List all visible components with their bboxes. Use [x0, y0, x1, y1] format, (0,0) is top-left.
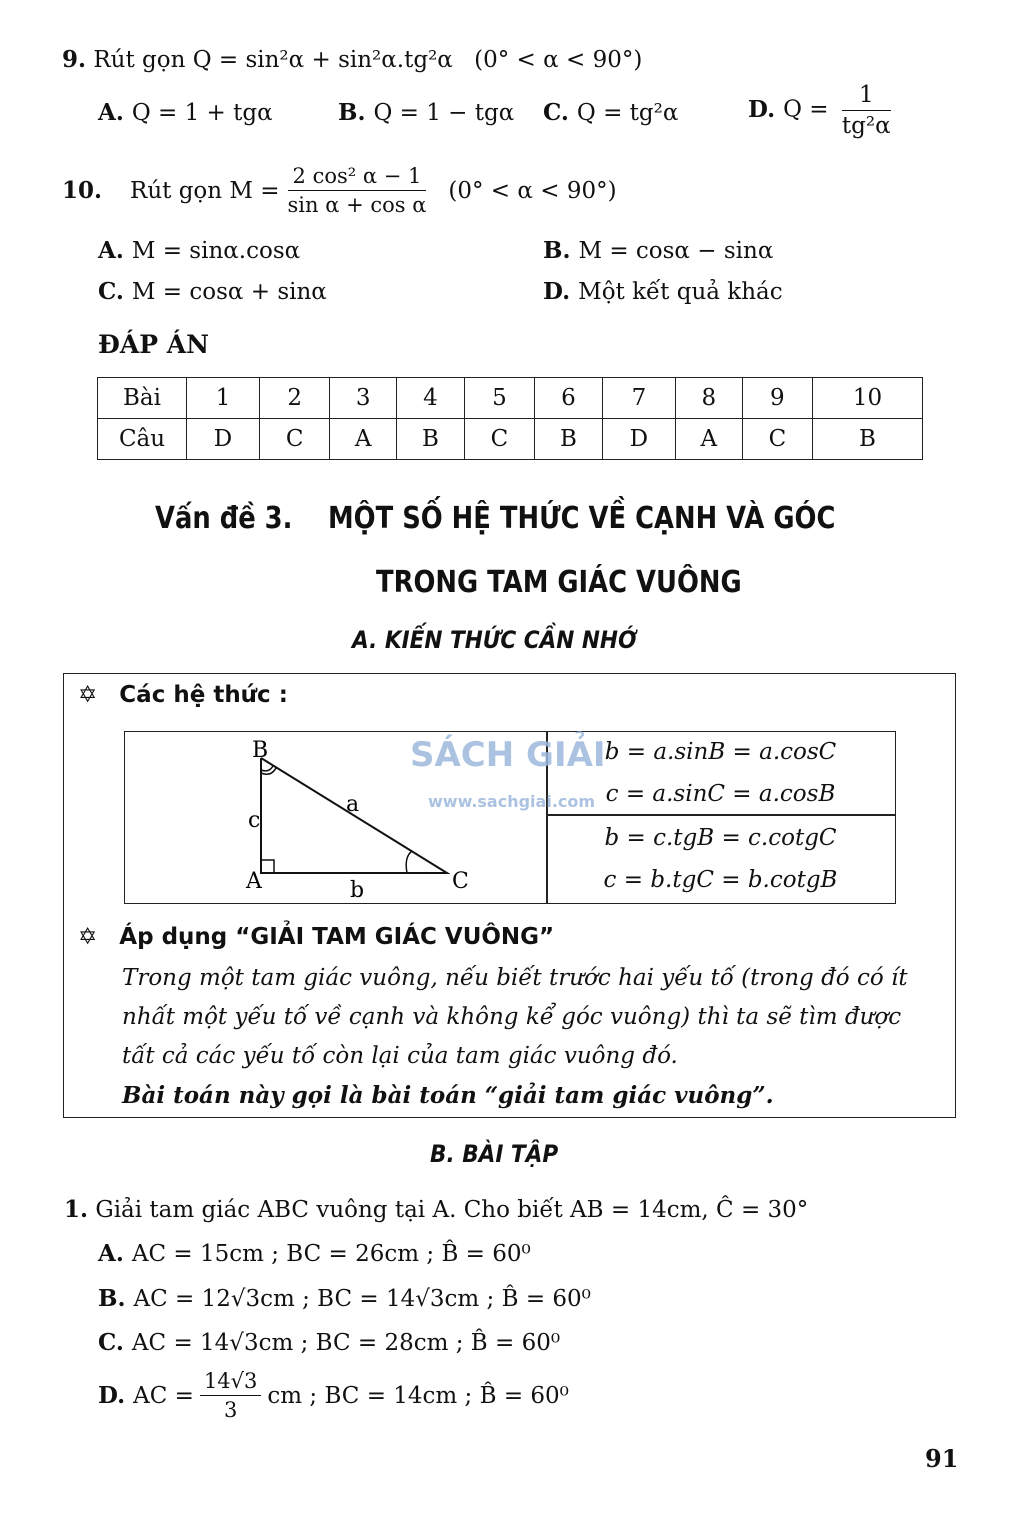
paragraph-line-1: Trong một tam giác vuông, nếu biết trước hai yếu tố (trong đó có ít — [122, 965, 908, 991]
q10-fraction — [288, 164, 427, 217]
vertex-a-label: A — [246, 869, 262, 894]
q9-option-b-text: Q = 1 − tgα — [373, 100, 515, 126]
ex1-option-a-label: A. — [98, 1240, 124, 1267]
q10-condition: (0° < α < 90°) — [448, 177, 617, 204]
part-b-title: B. BÀI TẬP — [430, 1140, 559, 1168]
q10-numerator: 2 cos² α − 1 — [288, 164, 427, 191]
ex1-option-d-label: D. — [98, 1382, 126, 1409]
q9-option-c — [543, 99, 678, 126]
formula-3: b = c.tgB = c.cotgC — [604, 825, 837, 851]
q9-option-b-label: B. — [338, 99, 366, 126]
answer-key-title: ĐÁP ÁN — [98, 330, 209, 359]
ex1-option-b-text: AC = 12√3cm ; BC = 14√3cm ; B̂ = 60⁰ — [133, 1286, 591, 1312]
bullet-apply-text: Áp dụng “GIẢI TAM GIÁC VUÔNG” — [119, 924, 555, 950]
q9-stem-line — [62, 46, 642, 73]
formula-2: c = a.sinC = a.cosB — [605, 781, 836, 807]
answer-key: C — [742, 419, 812, 460]
ex1-option-a-text: AC = 15cm ; BC = 26cm ; B̂ = 60⁰ — [131, 1241, 531, 1267]
ex1-option-c — [98, 1329, 560, 1356]
watermark-url: www.sachgiai.com — [428, 792, 596, 811]
star-bullet-icon: ✡ — [78, 924, 98, 950]
q10-option-b — [543, 237, 773, 264]
q10-option-a-label: A. — [98, 237, 124, 264]
answer-key: B — [535, 419, 603, 460]
answer-row-problems — [98, 378, 923, 419]
part-a-title: A. KIẾN THỨC CẦN NHỚ — [352, 626, 637, 654]
answer-key-table — [97, 377, 923, 460]
answer-problem: 10 — [812, 378, 922, 419]
ex1-option-d-suffix: cm ; BC = 14cm ; B̂ = 60⁰ — [267, 1382, 569, 1409]
answer-key: B — [397, 419, 465, 460]
q9-condition: (0° < α < 90°) — [474, 47, 643, 73]
q10-option-d-label: D. — [543, 278, 571, 305]
q9-option-d-prefix: Q = — [783, 96, 829, 123]
angle-c-arc — [406, 851, 412, 873]
side-c-label: c — [248, 808, 261, 833]
q9-number: 9. — [62, 46, 87, 73]
q10-option-c-label: C. — [98, 278, 124, 305]
answer-key: D — [187, 419, 260, 460]
q9-option-d-label: D. — [748, 95, 776, 123]
section-title-line1: MỘT SỐ HỆ THỨC VỀ CẠNH VÀ GÓC — [328, 501, 836, 536]
q10-option-b-label: B. — [543, 237, 571, 264]
answer-problem: 5 — [464, 378, 534, 419]
paragraph-line-2: nhất một yếu tố về cạnh và không kể góc vuông) thì ta sẽ tìm được — [122, 1004, 902, 1030]
q10-number: 10. — [62, 177, 103, 204]
knowledge-paragraph — [122, 959, 944, 1115]
q10-stem: Rút gọn M = — [130, 177, 280, 204]
ex1-option-d-numerator: 14√3 — [200, 1369, 261, 1396]
side-a-label: a — [346, 792, 360, 817]
ex1-option-d-prefix: AC = — [133, 1382, 194, 1409]
answer-problem: 1 — [187, 378, 260, 419]
side-b-label: b — [350, 878, 365, 903]
q9-option-a-label: A. — [98, 99, 124, 126]
q9-option-b — [338, 99, 514, 126]
answer-row-keys — [98, 419, 923, 460]
q10-option-a-text: M = sinα.cosα — [131, 238, 301, 264]
answer-problem: 4 — [397, 378, 465, 419]
vertex-c-label: C — [452, 869, 469, 894]
q9-option-a-text: Q = 1 + tgα — [131, 100, 273, 126]
ex1-option-b-label: B. — [98, 1285, 126, 1312]
q9-option-d-numerator: 1 — [842, 82, 891, 111]
q10-option-a — [98, 237, 300, 264]
q9-option-c-text: Q = tg²α — [576, 100, 679, 126]
q10-stem-line — [62, 164, 617, 217]
section-title-line2: TRONG TAM GIÁC VUÔNG — [376, 565, 742, 600]
angle-b-arc — [261, 766, 273, 771]
answer-problem: 7 — [602, 378, 675, 419]
formula-4: c = b.tgC = b.cotgB — [603, 867, 838, 893]
bullet-formulas — [78, 682, 288, 708]
ex1-stem-line — [64, 1196, 808, 1223]
answer-problem: 9 — [742, 378, 812, 419]
ex1-option-d-fraction — [200, 1369, 261, 1422]
answer-row-label: Bài — [98, 378, 187, 419]
q9-option-a — [98, 99, 273, 126]
q10-option-b-text: M = cosα − sinα — [578, 238, 774, 264]
formula-1: b = a.sinB = a.cosC — [604, 739, 837, 765]
q10-option-d-text: Một kết quả khác — [578, 279, 783, 305]
star-bullet-icon: ✡ — [78, 682, 98, 708]
q9-option-d — [748, 82, 891, 139]
answer-key: C — [464, 419, 534, 460]
q9-option-c-label: C. — [543, 99, 569, 126]
vertex-b-label: B — [252, 738, 269, 763]
formula-divider-horizontal — [546, 814, 895, 816]
ex1-option-d-denominator: 3 — [223, 1398, 238, 1422]
answer-problem: 8 — [675, 378, 742, 419]
answer-problem: 6 — [535, 378, 603, 419]
paragraph-bold-line: Bài toán này gọi là bài toán “giải tam giác vuông”. — [122, 1082, 774, 1109]
q9-option-d-denominator: tg²α — [841, 113, 891, 139]
answer-key: A — [330, 419, 397, 460]
answer-problem: 3 — [330, 378, 397, 419]
ex1-option-c-text: AC = 14√3cm ; BC = 28cm ; B̂ = 60⁰ — [131, 1330, 561, 1356]
q10-denominator: sin α + cos α — [287, 193, 427, 217]
paragraph-line-3: tất cả các yếu tố còn lại của tam giác vuông đó. — [122, 1043, 678, 1069]
q9-option-d-fraction — [842, 82, 891, 139]
q10-option-c-text: M = cosα + sinα — [131, 279, 327, 305]
answer-row-label: Câu — [98, 419, 187, 460]
answer-key: D — [602, 419, 675, 460]
answer-key: C — [260, 419, 330, 460]
q10-option-c — [98, 278, 327, 305]
bullet-apply — [78, 924, 554, 950]
answer-key: A — [675, 419, 742, 460]
answer-problem: 2 — [260, 378, 330, 419]
watermark-logo: SÁCH GIẢI — [410, 735, 606, 775]
ex1-stem: Giải tam giác ABC vuông tại A. Cho biết AB = 14cm, Ĉ = 30° — [95, 1197, 809, 1223]
section-prefix: Vấn đề 3. — [155, 501, 293, 536]
ex1-option-a — [98, 1240, 531, 1267]
q9-stem: Rút gọn Q = sin²α + sin²α.tg²α — [93, 47, 453, 73]
ex1-option-d — [98, 1369, 569, 1422]
ex1-option-b — [98, 1285, 591, 1312]
q10-option-d — [543, 278, 783, 305]
bullet-formulas-text: Các hệ thức : — [119, 682, 288, 708]
right-angle-mark — [261, 860, 274, 873]
ex1-option-c-label: C. — [98, 1329, 124, 1356]
page-number: 91 — [925, 1444, 959, 1473]
ex1-number: 1. — [64, 1196, 89, 1223]
answer-key: B — [812, 419, 922, 460]
